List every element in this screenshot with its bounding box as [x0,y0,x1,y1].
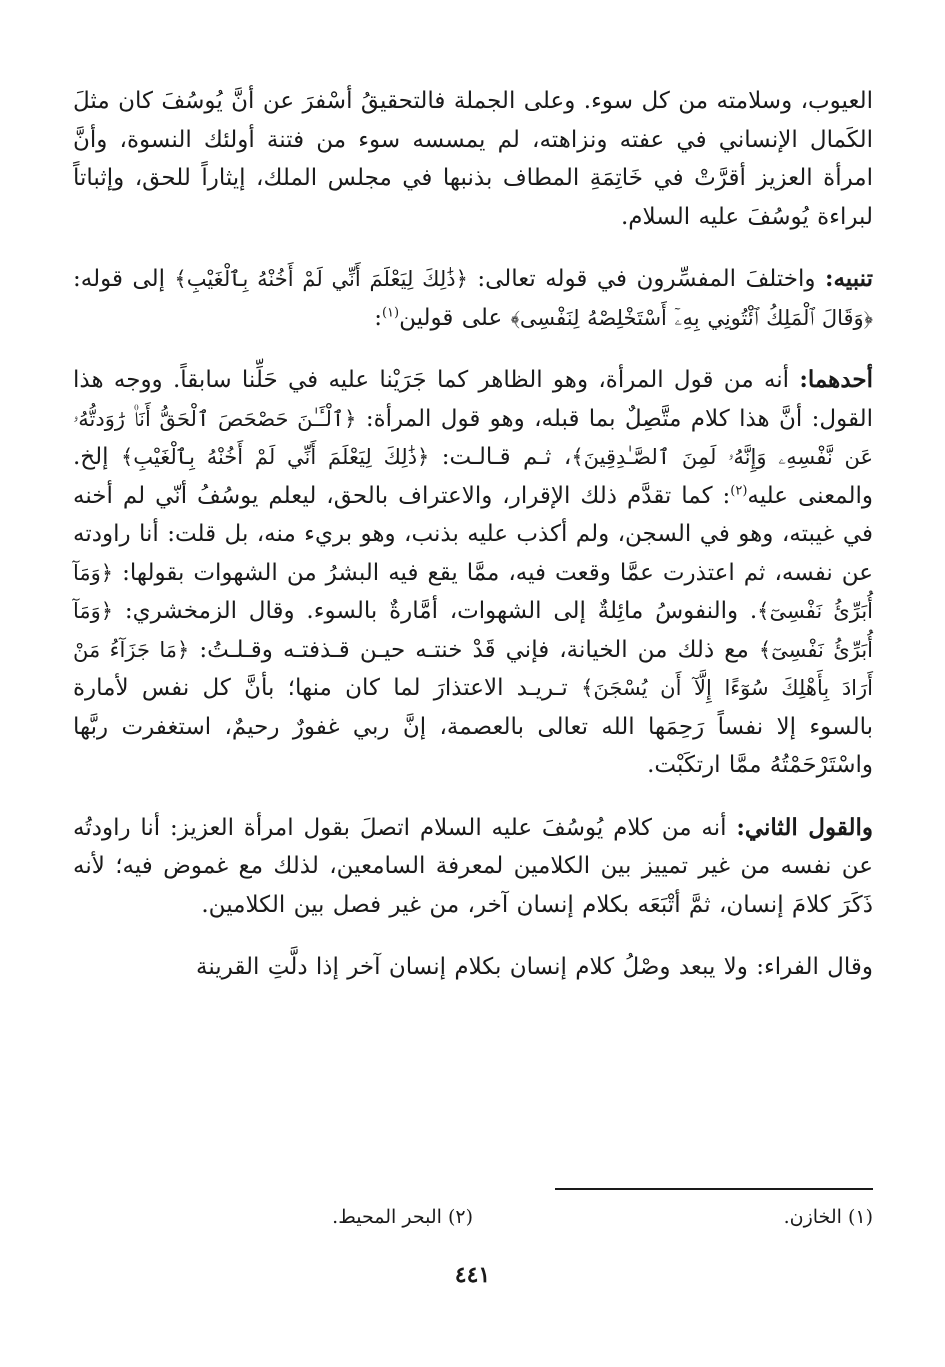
first-opinion-heading: أحدهما: [799,366,873,393]
paragraph-2-text-c: على قولين [399,304,511,331]
paragraph-3-text-g: تـريـد الاعتذارَ لما كان منها؛ بأنَّ كل نفس لأمارة بالسوء إلا نفساً رَحِمَها الله تعالى بالعصمة، إنَّ ربي غفورٌ رحيمٌ، استغفرت ربَّها واسْتَرْحَمْتُهُ ممَّا ارتكَبْت. [73,675,873,778]
paragraph-5-text: وقال الفراء: ولا يبعد وصْلُ كلام إنسان بكلام إنسان آخر إذا دلَّتِ القرينة [196,954,873,980]
footnote-text: الخازن. [783,1206,842,1228]
paragraph-3 [73,361,873,785]
quran-verse: ﴿ذَٰلِكَ لِيَعْلَمَ أَنِّي لَمْ أَخُنْهُ بِٱلْغَيْبِ﴾ [120,445,430,469]
paragraph-3-text-a: أنه من قول المرأة، وهو الظاهر كما جَرَيْنا عليه في حَلِّنا سابقاً. ووجه هذا القول: أنَّ هذا كلام متَّصِلٌ بما قبله، وهو قول المرأة: [73,367,874,432]
quran-verse: ﴿وَمَآ أُبَرِّئُ نَفْسِىٓ﴾ [73,560,874,623]
paragraph-3-text-b: ، ثـم قـالـت: [429,444,572,470]
footnotes [73,1206,873,1240]
paragraph-2-text-d: : [374,304,382,331]
paragraph-4-text: أنه من كلام يُوسُفَ عليه السلام اتصلَ بقول امرأة العزيز: أنا راودتُه عن نفسه من غير تمييز بين الكلامين لمعرفة السامعين، لذلك مع غموض فيه؛ لأنه ذَكَرَ كلامَ إنسان، ثمَّ أتْبَعَه بكلام إنسان آخر، من غير فصل بين الكلامين. [73,814,873,918]
footnote-divider [555,1188,873,1190]
footnote-2 [332,1206,473,1228]
quran-verse: ﴿ذَٰلِكَ لِيَعْلَمَ أَنِّي لَمْ أَخُنْهُ بِٱلْغَيْبِ﴾ [174,267,468,291]
paragraph-4 [73,809,873,925]
quran-verse: ﴿وَمَآ أُبَرِّئُ نَفْسِىٓ﴾ [73,599,873,662]
paragraph-3-text-e: . والنفوسُ مائِلةٌ إلى الشهوات، أمَّارةٌ بالسوء. وقال الزمخشري: [113,598,758,624]
second-opinion-heading: والقول الثاني: [736,813,873,841]
paragraph-3-text-f: مع ذلك من الخيانة، فإني قَدْ خنتـه حيـن قـذفتـه وقـلـتُ: [189,636,759,663]
paragraph-1 [73,82,873,236]
footnote-label: (٢) [447,1206,473,1228]
paragraph-2-text-b: إلى قوله: [73,266,175,292]
paragraph-5 [73,948,873,987]
footnote-ref-1[interactable]: (١) [381,304,400,320]
paragraph-2-text-a: واختلفَ المفسِّرون في قوله تعالى: [467,266,825,292]
quran-verse: ﴿مَا جَزَآءُ مَنْ أَرَادَ بِأَهْلِكَ سُوٓءًا إِلَّآ أَن يُسْجَنَ﴾ [73,637,873,700]
note-heading: تنبيه: [824,265,874,292]
quran-verse: ﴿ٱلْـَٔـٰنَ حَصْحَصَ ٱلْحَقُّ أَنَا۠ رَٰوَدتُّهُۥ عَن نَّفْسِهِۦ وَإِنَّهُۥ لَمِنَ ٱلصَّـٰدِقِينَ﴾ [73,406,874,469]
quran-verse: ﴿وَقَالَ ٱلْمَلِكُ ٱئْتُونِي بِهِۦٓ أَسْتَخْلِصْهُ لِنَفْسِى﴾ [510,305,873,330]
page-number: ٤٤١ [454,1262,491,1288]
paragraph-2 [73,260,873,337]
footnote-label: (١) [847,1206,873,1228]
footnote-ref-2[interactable]: (٢) [730,482,748,498]
footnote-1 [784,1206,873,1228]
paragraph-3-text-d: : كما تقدَّم ذلك الإقرار، والاعتراف بالحق، ليعلم يوسُفُ أنّي لم أخنه في غيبته، وهو في السجن، ولم أكذب عليه بذنب، وهو بريء منه، بل قلت: أنا راودته عن نفسه، ثم اعتذرت عمَّا وقعت فيه، ممَّا يقع فيه البشرُ من الشهوات بقولها: [73,482,873,586]
paragraph-3-text-c: إلخ. والمعنى عليه [73,444,873,509]
page-body [73,82,873,1011]
paragraph-1-text: العيوب، وسلامته من كل سوء. وعلى الجملة فالتحقيقُ أسْفرَ عن أنَّ يُوسُفَ كان مثلَ الكَمال الإنساني في عفته ونزاهته، لم يمسسه سوء من فتنة أولئك النسوة، وأنَّ امرأة العزيز أقرَّتْ في خَاتِمَةِ المطاف بذنبها في مجلس الملك، إيثاراً للحق، وإثباتاً لبراءة يُوسُفَ عليه السلام. [73,88,873,230]
footnote-text: البحر المحيط. [332,1206,442,1228]
